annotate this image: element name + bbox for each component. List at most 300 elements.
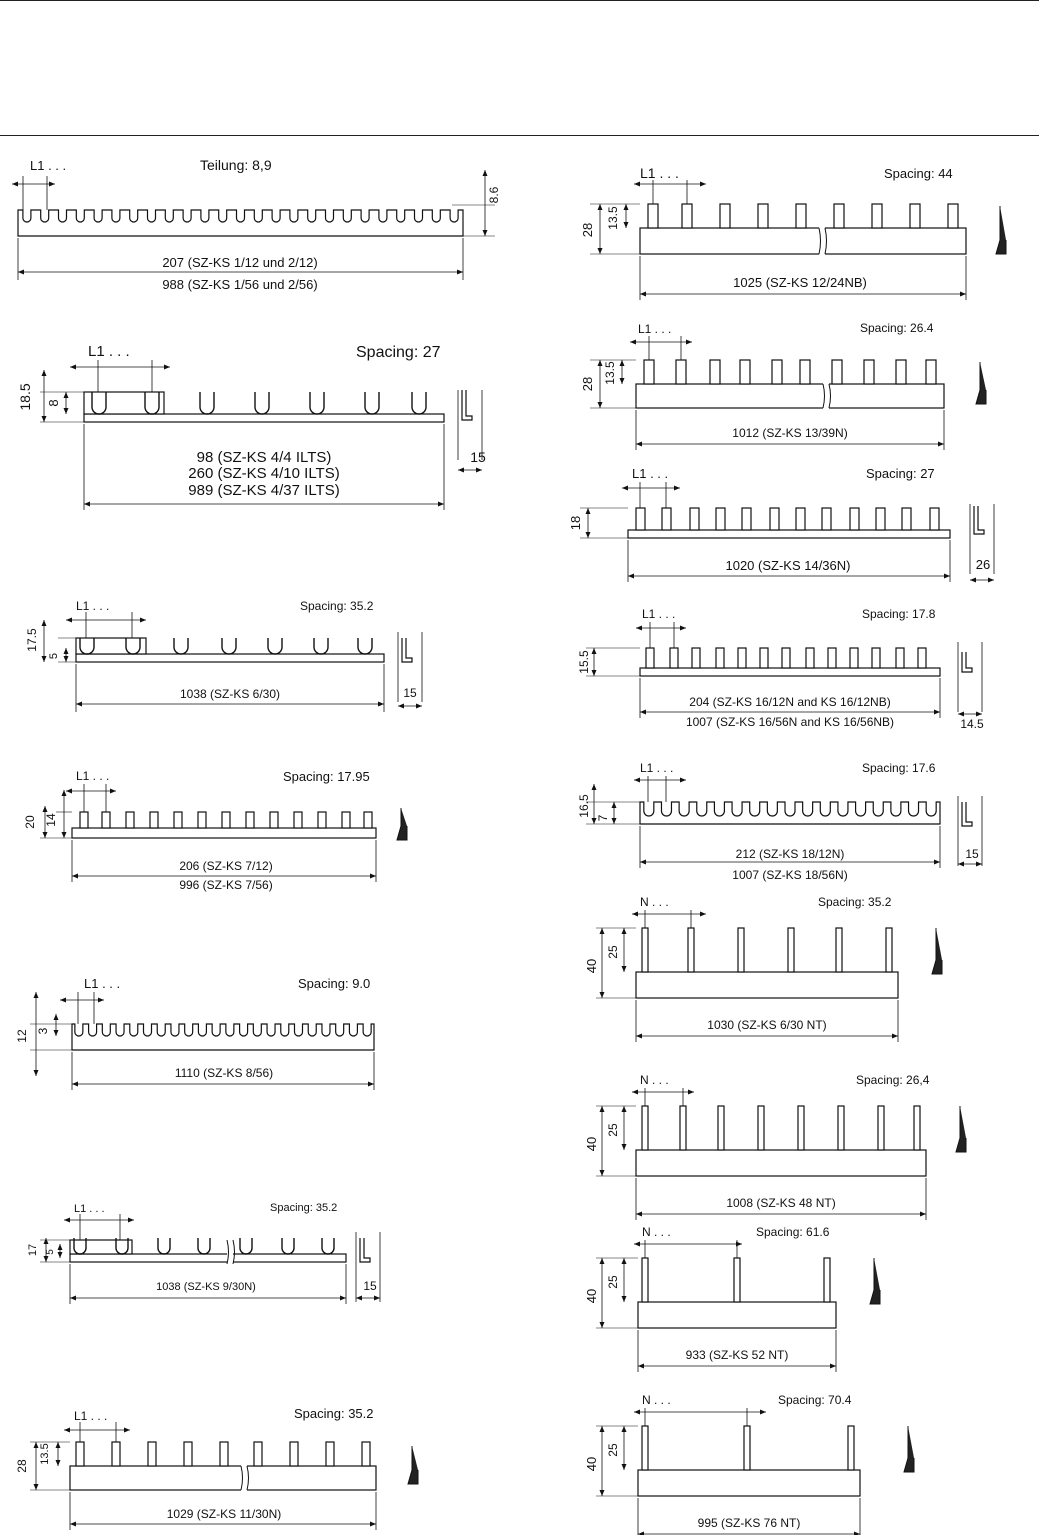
pin-tooth: [828, 648, 836, 668]
arrow-head: [72, 874, 78, 879]
arrow-head: [368, 1082, 374, 1087]
arrow-head: [70, 365, 76, 370]
busbar-base: [70, 1466, 376, 1490]
arrow-head: [634, 182, 640, 187]
fork-tooth: [198, 1238, 210, 1254]
pin-tooth: [734, 1258, 740, 1302]
spacing-label: Spacing: 26,4: [856, 1073, 930, 1087]
caption: 933 (SZ-KS 52 NT): [685, 1348, 789, 1362]
spacing-label: Spacing: 35.2: [300, 599, 374, 613]
pin-tooth: [886, 928, 892, 972]
arrow-head: [64, 1218, 70, 1223]
diagram-sz-ks-52-nt: [584, 1225, 880, 1372]
diagram-sz-ks-12-24nb: [580, 165, 1006, 300]
arrow-head: [44, 1238, 49, 1244]
pin-tooth: [740, 360, 750, 384]
side-profile: [956, 1106, 966, 1152]
arrow-head: [976, 862, 982, 867]
pin-tooth: [270, 812, 278, 828]
diagram-sz-ks-6-30-nt: [584, 895, 942, 1042]
arrow-head: [624, 222, 629, 228]
dim-height: 8: [46, 399, 61, 407]
pin-tooth: [150, 812, 158, 828]
arrow-head: [612, 802, 617, 808]
arrow-head: [632, 1090, 638, 1095]
arrow-head: [476, 468, 482, 473]
diagram-sz-ks-6-30: [25, 599, 422, 712]
caption: 207 (SZ-KS 1/12 und 2/12): [162, 255, 318, 270]
caption: 1007 (SZ-KS 16/56N and KS 16/56NB): [685, 715, 895, 729]
arrow-head: [622, 1464, 627, 1470]
arrow-head: [18, 270, 24, 275]
pin-tooth: [824, 1258, 830, 1302]
side-profile: [976, 362, 986, 404]
pitch-label: L1 . . .: [640, 165, 679, 181]
pin-tooth: [834, 204, 844, 228]
arrow-head: [636, 442, 642, 447]
diagram-sz-ks-1-12: [12, 157, 501, 292]
arrow-head: [42, 656, 47, 662]
dim-height: 40: [584, 1288, 599, 1304]
pin-tooth: [76, 1442, 84, 1466]
pin-tooth: [864, 360, 874, 384]
pitch-label: L1 . . .: [74, 1203, 105, 1215]
caption: 1020 (SZ-KS 14/36N): [725, 558, 851, 573]
arrow-head: [598, 360, 603, 366]
spacing-label: Spacing: 26.4: [860, 321, 934, 335]
side-profile: [962, 652, 972, 672]
arrow-head: [84, 502, 90, 507]
pin-tooth: [362, 1442, 370, 1466]
pin-tooth: [918, 648, 926, 668]
diagram-sz-ks-9-30n: [27, 1202, 380, 1304]
pin-tooth: [318, 812, 326, 828]
arrow-head: [70, 1296, 76, 1301]
dim-height: 28: [15, 1459, 29, 1473]
side-dim: 15: [363, 1279, 377, 1293]
arrow-head: [110, 789, 116, 794]
arrow-head: [638, 1364, 644, 1369]
arrow-head: [600, 1106, 605, 1112]
pin-tooth: [294, 812, 302, 828]
arrow-head: [624, 204, 629, 210]
fork-tooth: [255, 392, 269, 414]
arrow-head: [140, 618, 146, 623]
arrow-head: [700, 912, 706, 917]
pin-tooth: [800, 360, 810, 384]
pin-tooth: [896, 360, 906, 384]
side-profile: [397, 808, 407, 840]
spacing-label: Spacing: 44: [884, 166, 953, 181]
arrow-head: [60, 998, 66, 1003]
arrow-head: [636, 1034, 642, 1039]
arrow-head: [622, 1144, 627, 1150]
arrow-head: [416, 704, 422, 709]
arrow-head: [49, 182, 55, 187]
busbar-housing: [84, 392, 164, 414]
pin-tooth: [184, 1442, 192, 1466]
side-profile: [962, 802, 972, 826]
side-dim: 15: [965, 847, 979, 861]
arrow-head: [64, 408, 69, 414]
arrow-head: [938, 442, 944, 447]
dim-height: 13.5: [606, 206, 620, 230]
arrow-head: [592, 648, 597, 654]
arrow-head: [622, 1426, 627, 1432]
side-profile: [904, 1426, 914, 1472]
pin-tooth: [670, 648, 678, 668]
pin-tooth: [254, 1442, 262, 1466]
arrow-head: [586, 532, 591, 538]
pin-tooth: [742, 508, 751, 530]
pin-tooth: [688, 928, 694, 972]
pin-tooth: [642, 1258, 648, 1302]
arrow-head: [688, 1090, 694, 1095]
arrow-head: [960, 292, 966, 297]
arrow-head: [598, 402, 603, 408]
spacing-label: Spacing: 70.4: [778, 1393, 852, 1407]
dim-height: 8.6: [487, 186, 501, 204]
arrow-head: [622, 966, 627, 972]
caption: 996 (SZ-KS 7/56): [179, 878, 273, 892]
arrow-head: [370, 1522, 376, 1527]
dim-height: 28: [580, 222, 595, 238]
dim-height: 18: [568, 515, 583, 531]
side-dim: 15: [403, 686, 417, 700]
spacing-label: Spacing: 17.8: [862, 607, 936, 621]
arrow-head: [438, 502, 444, 507]
diagram-sz-ks-48-nt: [584, 1073, 966, 1220]
pin-tooth: [788, 928, 794, 972]
dim-height: 25: [606, 1123, 620, 1137]
pitch-label: L1 . . .: [88, 343, 130, 360]
arrow-head: [970, 578, 976, 583]
arrow-head: [457, 270, 463, 275]
arrow-head: [124, 1428, 130, 1433]
busbar-base: [640, 228, 966, 254]
pitch-label: L1 . . .: [640, 761, 674, 775]
arrow-head: [830, 1364, 836, 1369]
arrow-head: [56, 1460, 61, 1466]
arrow-head: [598, 204, 603, 210]
arrow-head: [686, 340, 692, 345]
pin-tooth: [690, 508, 699, 530]
arrow-head: [43, 832, 48, 838]
arrow-head: [458, 468, 464, 473]
fork-tooth: [365, 392, 379, 414]
arrow-head: [600, 1322, 605, 1328]
side-profile: [408, 1446, 418, 1484]
arrow-head: [622, 928, 627, 934]
arrow-head: [600, 1170, 605, 1176]
dim-height: 18.5: [17, 383, 33, 411]
arrow-head: [934, 710, 940, 715]
busbar-base: [628, 530, 950, 538]
pin-tooth: [850, 508, 859, 530]
pin-tooth: [782, 648, 790, 668]
arrow-head: [58, 1252, 63, 1258]
dim-height: 25: [606, 1275, 620, 1289]
spacing-label: Spacing: 61.6: [756, 1225, 830, 1239]
caption: 98 (SZ-KS 4/4 ILTS): [196, 449, 332, 466]
pin-tooth: [926, 360, 936, 384]
arrow-head: [98, 998, 104, 1003]
pin-tooth: [772, 360, 782, 384]
pin-tooth: [112, 1442, 120, 1466]
pin-tooth: [832, 360, 842, 384]
pin-tooth: [222, 812, 230, 828]
dim-height: 13.5: [603, 361, 617, 385]
caption: 1008 (SZ-KS 48 NT): [726, 1196, 836, 1210]
caption: 1007 (SZ-KS 18/56N): [732, 868, 848, 882]
arrow-head: [598, 248, 603, 254]
dim-height: 20: [23, 815, 37, 829]
pitch-label: L1 . . .: [76, 599, 110, 613]
side-profile: [870, 1258, 880, 1304]
arrow-head: [356, 1296, 362, 1301]
arrow-head: [944, 574, 950, 579]
arrow-head: [370, 874, 376, 879]
pin-tooth: [648, 204, 658, 228]
side-dim: 15: [470, 449, 486, 465]
arrow-head: [958, 862, 964, 867]
arrow-head: [636, 1212, 642, 1217]
spacing-label: Spacing: 35.2: [294, 1406, 374, 1421]
diagram-sz-ks-11-30n: [15, 1406, 418, 1530]
fork-tooth: [222, 638, 236, 654]
arrow-head: [64, 1428, 70, 1433]
arrow-head: [34, 1484, 39, 1490]
side-dim: 26: [975, 557, 991, 572]
busbar-base: [70, 1254, 346, 1262]
busbar-base: [636, 972, 898, 998]
arrow-head: [398, 704, 404, 709]
caption: 212 (SZ-KS 18/12N): [735, 847, 845, 861]
fork-tooth: [174, 638, 188, 654]
pin-tooth: [822, 508, 831, 530]
arrow-head: [66, 789, 72, 794]
arrow-head: [634, 1242, 640, 1247]
side-profile: [462, 390, 472, 420]
arrow-head: [42, 370, 47, 376]
pin-tooth: [198, 812, 206, 828]
arrow-head: [600, 1490, 605, 1496]
pin-tooth: [642, 1426, 648, 1470]
pin-tooth: [646, 648, 654, 668]
diagram-sz-ks-4-ilts: [17, 343, 486, 510]
pin-tooth: [744, 1426, 750, 1470]
arrow-head: [640, 710, 646, 715]
pin-tooth: [836, 928, 842, 972]
pin-tooth: [644, 360, 654, 384]
arrow-head: [62, 832, 67, 838]
arrow-head: [920, 1212, 926, 1217]
pin-tooth: [798, 1106, 804, 1150]
fork-tooth: [412, 392, 426, 414]
arrow-head: [612, 818, 617, 824]
fork-tooth: [322, 1238, 334, 1254]
pin-tooth: [718, 1106, 724, 1150]
diagram-sz-ks-18: [577, 761, 982, 882]
busbar-base: [84, 414, 444, 422]
dim-height: 40: [584, 1136, 599, 1152]
pin-tooth: [220, 1442, 228, 1466]
side-profile: [360, 1238, 370, 1262]
pin-tooth: [738, 928, 744, 972]
arrow-head: [892, 1034, 898, 1039]
pin-tooth: [850, 648, 858, 668]
arrow-head: [64, 656, 69, 662]
arrow-head: [700, 182, 706, 187]
fork-tooth: [310, 392, 324, 414]
dim-height: 5: [48, 652, 60, 660]
spacing-label: Spacing: 35.2: [270, 1202, 338, 1214]
arrow-head: [76, 702, 82, 707]
pin-tooth: [848, 1426, 854, 1470]
pitch-label: L1 . . .: [30, 158, 67, 173]
pin-tooth: [80, 812, 88, 828]
pin-tooth: [758, 1106, 764, 1150]
pin-tooth: [872, 648, 880, 668]
pin-tooth: [662, 508, 671, 530]
pin-tooth: [838, 1106, 844, 1150]
caption: 1012 (SZ-KS 13/39N): [732, 426, 848, 440]
caption: 1029 (SZ-KS 11/30N): [166, 1507, 282, 1521]
dim-height: 5: [45, 1249, 56, 1255]
busbar-housing: [76, 638, 146, 654]
arrow-head: [483, 170, 488, 176]
fork-tooth: [268, 638, 282, 654]
pin-tooth: [910, 204, 920, 228]
arrow-head: [620, 378, 625, 384]
dim-height: 14: [44, 813, 58, 827]
arrow-head: [42, 416, 47, 422]
spacing-label: Teilung: 8,9: [200, 157, 272, 173]
dim-height: 40: [584, 958, 599, 974]
busbar-comb: [72, 1024, 374, 1050]
busbar-base: [72, 828, 376, 838]
arrow-head: [12, 182, 18, 187]
pin-tooth: [914, 1106, 920, 1150]
arrow-head: [634, 1410, 640, 1415]
busbar-base: [640, 668, 940, 676]
arrow-head: [600, 1258, 605, 1264]
busbar-base: [636, 384, 944, 408]
caption: 989 (SZ-KS 4/37 ILTS): [188, 482, 340, 499]
side-profile: [932, 928, 942, 974]
pin-tooth: [246, 812, 254, 828]
arrow-head: [958, 712, 964, 717]
pitch-label: L1 . . .: [84, 976, 121, 991]
pin-tooth: [796, 204, 806, 228]
pitch-label: N . . .: [640, 1073, 669, 1087]
arrow-head: [622, 1106, 627, 1112]
arrow-head: [378, 702, 384, 707]
caption: 204 (SZ-KS 16/12N and KS 16/12NB): [689, 695, 891, 709]
arrow-head: [164, 365, 170, 370]
arrow-head: [66, 618, 72, 623]
arrow-head: [640, 292, 646, 297]
fork-tooth: [158, 1238, 170, 1254]
arrow-head: [638, 1532, 644, 1535]
caption: 995 (SZ-KS 76 NT): [697, 1516, 801, 1530]
pitch-label: N . . .: [642, 1225, 671, 1239]
dim-height: 25: [606, 945, 620, 959]
arrow-head: [64, 648, 69, 654]
arrow-head: [760, 1410, 766, 1415]
pin-tooth: [716, 508, 725, 530]
arrow-head: [854, 1532, 860, 1535]
fork-tooth: [358, 638, 372, 654]
pin-tooth: [682, 204, 692, 228]
side-profile: [402, 638, 412, 662]
arrow-head: [934, 860, 940, 865]
pin-tooth: [290, 1442, 298, 1466]
pin-tooth: [760, 648, 768, 668]
fork-tooth: [240, 1238, 252, 1254]
arrow-head: [628, 574, 634, 579]
dim-height: 7: [596, 814, 610, 822]
pin-tooth: [692, 648, 700, 668]
arrow-head: [64, 392, 69, 398]
dim-height: 3: [36, 1027, 50, 1035]
arrow-head: [600, 1426, 605, 1432]
arrow-head: [340, 1296, 346, 1301]
arrow-head: [58, 1244, 63, 1250]
arrow-head: [128, 1218, 134, 1223]
arrow-head: [62, 790, 67, 796]
pin-tooth: [872, 204, 882, 228]
pin-tooth: [806, 648, 814, 668]
pitch-label: L1 . . .: [632, 466, 669, 481]
dim-height: 16.5: [577, 794, 591, 818]
pin-tooth: [896, 648, 904, 668]
pin-tooth: [930, 508, 939, 530]
spacing-label: Spacing: 17.95: [283, 769, 370, 784]
pin-tooth: [326, 1442, 334, 1466]
arrow-head: [72, 1082, 78, 1087]
arrow-head: [600, 928, 605, 934]
arrow-head: [988, 578, 994, 583]
pitch-label: N . . .: [642, 1393, 671, 1407]
diagram-sz-ks-76-nt: [584, 1393, 914, 1535]
caption: 1025 (SZ-KS 12/24NB): [733, 275, 867, 290]
side-profile: [996, 206, 1006, 254]
busbar-comb: [640, 802, 940, 824]
busbar-base: [638, 1302, 836, 1328]
pin-tooth: [878, 1106, 884, 1150]
arrow-head: [586, 508, 591, 514]
pin-tooth: [876, 508, 885, 530]
arrow-head: [680, 778, 686, 783]
diagram-sz-ks-14-36n: [568, 466, 994, 583]
pin-tooth: [902, 508, 911, 530]
dim-height: 17: [27, 1243, 39, 1257]
pitch-label: L1 . . .: [76, 769, 110, 783]
arrow-head: [54, 1030, 59, 1036]
pin-tooth: [710, 360, 720, 384]
pin-tooth: [758, 204, 768, 228]
caption: 1110 (SZ-KS 8/56): [174, 1066, 274, 1080]
fork-tooth: [282, 1238, 294, 1254]
pin-tooth: [738, 648, 746, 668]
arrow-head: [620, 360, 625, 366]
diagram-sz-ks-8-56: [15, 976, 374, 1090]
pitch-label: L1 . . .: [638, 322, 672, 336]
arrow-head: [34, 1070, 39, 1076]
arrow-head: [56, 1442, 61, 1448]
busbar-housing: [70, 1240, 132, 1254]
